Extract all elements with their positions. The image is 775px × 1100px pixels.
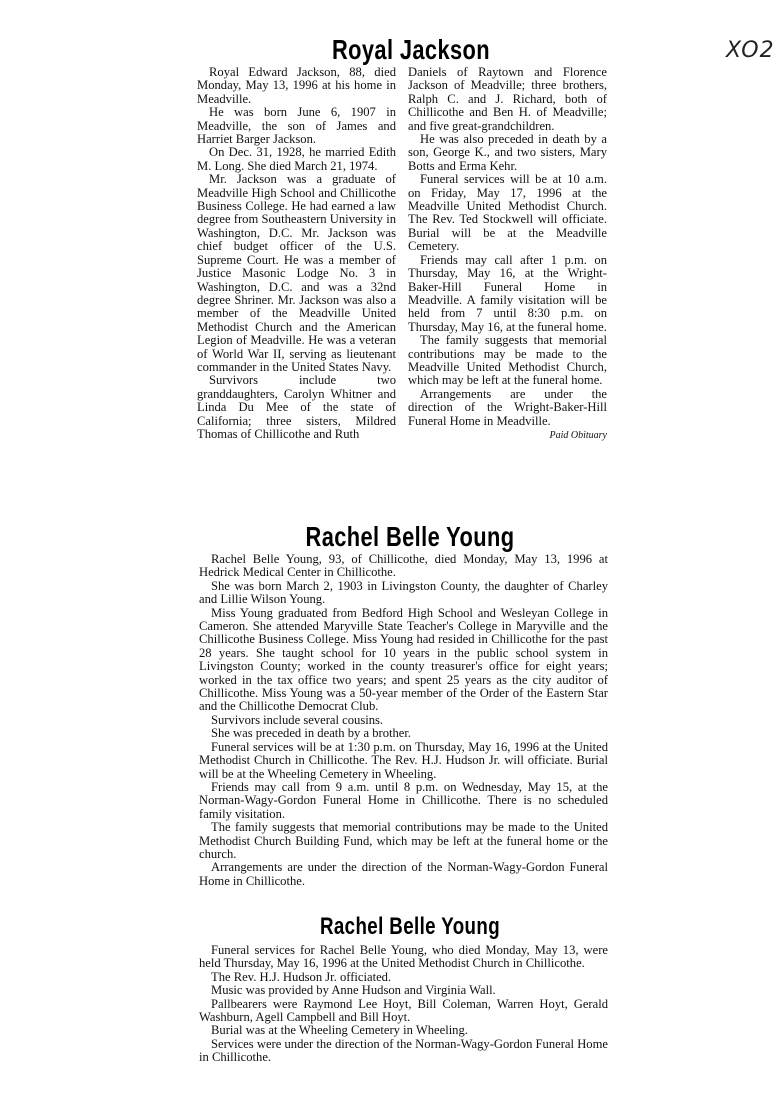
paragraph: Royal Edward Jackson, 88, died Monday, May 13, 1996 at his home in Meadville. [197,65,396,106]
funeral-notice-body [199,944,608,1065]
paragraph: He was also preceded in death by a son, George K., and two sisters, Mary Botts and Erma Kehr. [408,132,607,173]
paragraph: Mr. Jackson was a graduate of Meadville High School and Chillicothe Business College. He had earned a law degree from Southeastern University in Washington, D.C. Mr. Jackson was chief budget officer of the U.S. Supreme Court. He was a member of Justice Masonic Lodge No. 3 in Washington, D.C. and was a 32nd degree Shriner. Mr. Jackson was also a member of the Meadville United Methodist Church and the American Legion of Meadville. He was a veteran of World War II, serving as lieutenant commander in the United States Navy. [197,172,396,374]
funeral-notice-title-rachel-belle-young: Rachel Belle Young [319,913,501,940]
paragraph: The family suggests that memorial contributions may be made to the Meadville United Methodist Church, which may be left at the funeral home. [408,333,607,388]
paragraph: Burial was at the Wheeling Cemetery in Wheeling. [211,1023,468,1038]
paragraph: Rachel Belle Young, 93, of Chillicothe, died Monday, May 13, 1996 at Hedrick Medical Center in Chillicothe. [199,552,608,580]
paid-obituary-note: Paid Obituary [549,429,607,441]
obituary-body-rachel-belle-young [199,553,608,888]
obituary-column-right [408,66,607,442]
paragraph: Survivors include two granddaughters, Carolyn Whitner and Linda Du Mee of the state of California; three sisters, Mildred Thomas of Chillicothe and Ruth [197,373,396,441]
paragraph: She was born March 2, 1903 in Livingston County, the daughter of Charley and Lillie Wilson Young. [199,578,608,607]
obituary-title-royal-jackson: Royal Jackson [331,34,491,65]
paragraph: Arrangements are under the direction of the Norman-Wagy-Gordon Funeral Home in Chillicothe. [199,860,608,888]
paragraph: He was born June 6, 1907 in Meadville, the son of James and Harriet Barger Jackson. [197,105,396,147]
paragraph: Music was provided by Anne Hudson and Virginia Wall. [211,983,496,998]
paragraph: Survivors include several cousins. [211,712,384,727]
paragraph: The Rev. H.J. Hudson Jr. officiated. [211,969,392,984]
paragraph: Pallbearers were Raymond Lee Hoyt, Bill Coleman, Warren Hoyt, Gerald Washburn, Agell Campbell and Bill Hoyt. [199,996,608,1025]
paragraph: She was preceded in death by a brother. [211,726,412,741]
paragraph: The family suggests that memorial contributions may be made to the United Methodist Church Building Fund, which may be left at the funeral home or the church. [199,820,608,861]
obituary-title-rachel-belle-young: Rachel Belle Young [305,521,515,552]
paragraph: Miss Young graduated from Bedford High School and Wesleyan College in Cameron. She attended Maryville State Teacher's College in Maryville and the Chillicothe Business College. Miss Young had resided in Chillicothe for the past 28 years. She taught school for 10 years in the public school system in Livingston County; worked in the county treasurer's office for eight years; worked in the tax office two years; and spent 25 years as the city auditor of Chillicothe. Miss Young was a 50-year member of the Order of the Eastern Star and the Chillicothe Democrat Club. [199,605,608,714]
obituary-column-left [197,66,396,441]
paragraph: Friends may call from 9 a.m. until 8 p.m. on Wednesday, May 15, at the Norman-Wagy-Gordon Funeral Home in Chillicothe. There is no scheduled family visitation. [199,779,608,821]
handwritten-corner-mark: XO2 [726,38,775,63]
paragraph: Funeral services will be at 10 a.m. on Friday, May 17, 1996 at the Meadville United Methodist Church. The Rev. Ted Stockwell will officiate. Burial will be at the Meadville Cemetery. [408,172,607,254]
paragraph: Funeral services for Rachel Belle Young, who died Monday, May 13, were held Thursday, May 16, 1996 at the United Methodist Church in Chillicothe. [199,943,608,971]
paragraph: Friends may call after 1 p.m. on Thursday, May 16, at the Wright-Baker-Hill Funeral Home in Meadville. A family visitation will be held from 7 until 8:30 p.m. on Thursday, May 16, at the funeral home. [408,252,607,334]
paragraph: Services were under the direction of the Norman-Wagy-Gordon Funeral Home in Chillicothe. [199,1036,608,1065]
paragraph: Daniels of Raytown and Florence Jackson of Meadville; three brothers, Ralph C. and J. Richard, both of Chillicothe and Ben H. of Meadville; and five great-grandchildren. [408,65,607,133]
paragraph: On Dec. 31, 1928, he married Edith M. Long. She died March 21, 1974. [197,145,396,173]
paragraph: Funeral services will be at 1:30 p.m. on Thursday, May 16, 1996 at the United Methodist Church in Chillicothe. The Rev. H.J. Hudson Jr. will officiate. Burial will be at the Wheeling Cemetery in Wheeling. [199,739,608,781]
paragraph: Arrangements are under the direction of the Wright-Baker-Hill Funeral Home in Meadville. [408,386,607,428]
